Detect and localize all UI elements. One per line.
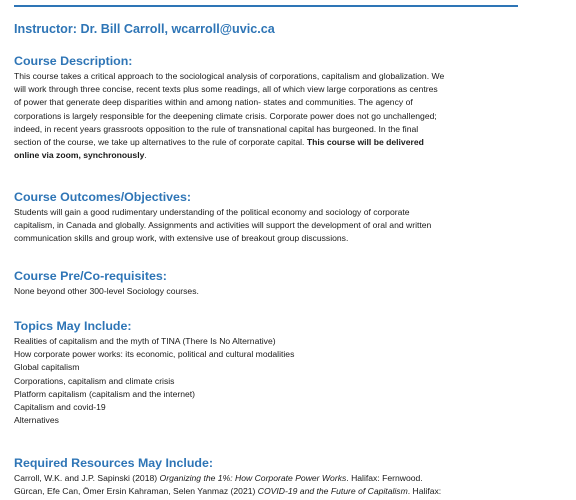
description-line xyxy=(14,149,564,162)
description-line-text: section of the course, we take up alternatives to the rule of corporate capital. xyxy=(14,137,307,148)
resource-item xyxy=(14,485,564,498)
description-line: corporations is largely responsible for the deepening climate crisis. Corporate power does not go unchallenged; xyxy=(14,110,437,121)
delivery-mode: online via zoom, synchronously xyxy=(14,150,145,161)
description-heading: Course Description: xyxy=(14,54,133,68)
topic-item: How corporate power works: its economic, political and cultural modalities xyxy=(14,349,295,360)
resource-author: Carroll, W.K. and J.P. Sapinski (2018) xyxy=(14,473,160,483)
description-line: of power that generate deep disparities within and among nation- states and communities. The agency of xyxy=(14,97,413,108)
resource-publisher: . Halifax: Fernwood. xyxy=(346,473,423,483)
resource-item xyxy=(14,472,564,485)
resource-publisher: . Halifax: xyxy=(407,486,442,497)
resource-title: Organizing the 1%: How Corporate Power Works xyxy=(159,473,347,483)
prereqs-heading: Course Pre/Co-requisites: xyxy=(14,269,167,283)
outcomes-paragraph xyxy=(14,206,564,246)
topic-item: Corporations, capitalism and climate crisis xyxy=(14,375,175,386)
outcomes-heading: Course Outcomes/Objectives: xyxy=(14,190,191,204)
prereqs-text: None beyond other 300-level Sociology courses. xyxy=(14,286,199,296)
top-divider xyxy=(14,5,518,7)
delivery-mode-end: . xyxy=(144,150,147,161)
topic-item: Realities of capitalism and the myth of TINA (There Is No Alternative) xyxy=(14,336,276,346)
topics-list xyxy=(14,335,564,427)
resource-author: Gürcan, Efe Can, Ömer Ersin Kahraman, Selen Yanmaz (2021) xyxy=(14,486,258,497)
resources-list xyxy=(14,472,564,498)
topics-heading: Topics May Include: xyxy=(14,319,132,333)
resources-heading: Required Resources May Include: xyxy=(14,456,213,470)
prereqs-paragraph xyxy=(14,285,564,298)
description-line: will work through three concise, recent texts plus some readings, all of which view large corporations as centres xyxy=(14,84,438,95)
description-paragraph xyxy=(14,70,564,162)
delivery-note: This course will be delivered xyxy=(306,137,424,148)
description-line: This course takes a critical approach to the sociological analysis of corporations, capitalism and globalization. We xyxy=(14,71,445,81)
topic-item: Platform capitalism (capitalism and the internet) xyxy=(14,388,196,399)
outcomes-line: Students will gain a good rudimentary understanding of the political economy and sociology of corporate xyxy=(14,207,410,217)
outcomes-line: communication skills and group work, with extensive use of breakout group discussions. xyxy=(14,233,349,244)
topic-item: Global capitalism xyxy=(14,362,80,373)
resource-title: COVID-19 and the Future of Capitalism xyxy=(257,486,408,497)
description-line xyxy=(14,136,564,149)
description-line: indeed, in recent years grassroots opposition to the rule of transnational capital has burgeoned. In the final xyxy=(14,123,419,134)
topic-item: Capitalism and covid-19 xyxy=(14,402,106,413)
instructor-line: Instructor: Dr. Bill Carroll, wcarroll@uvic.ca xyxy=(14,22,275,36)
outcomes-line: capitalism, in Canada and globally. Assignments and activities will support the development of oral and written xyxy=(14,220,432,231)
topic-item: Alternatives xyxy=(14,415,59,426)
